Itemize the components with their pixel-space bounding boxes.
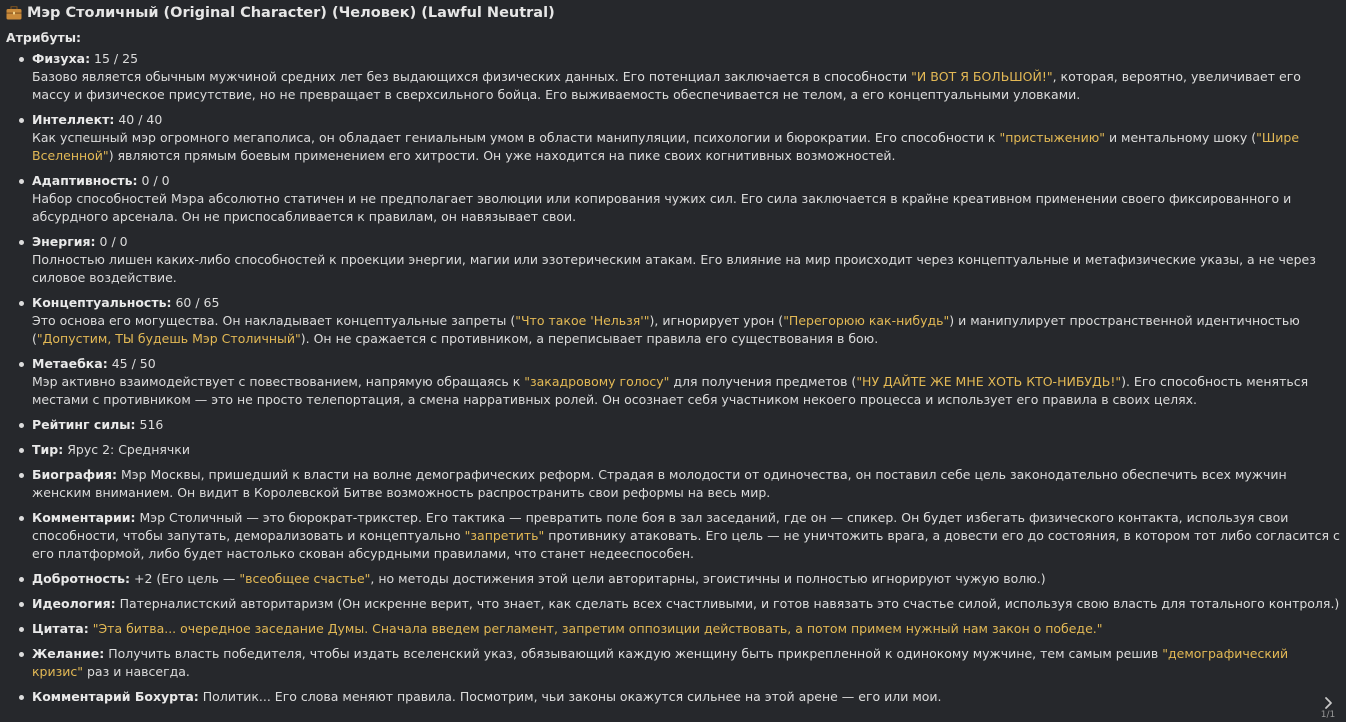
attribute-value: 0 / 0 [95, 234, 128, 249]
text-fragment: ). Он не сражается с противником, а переписывает правила его существования в бою. [300, 331, 879, 346]
attribute-description [32, 68, 1340, 104]
attribute-label: Энергия: [32, 234, 96, 249]
info-field [32, 570, 1340, 588]
character-title-text: Мэр Столичный (Original Character) (Человек) (Lawful Neutral) [27, 5, 555, 21]
quoted-ability: "демографический кризис" [32, 646, 1289, 679]
text-fragment: ), игнорирует урон ( [649, 313, 784, 328]
field-label: Идеология: [32, 596, 116, 611]
info-field [32, 466, 1340, 502]
attribute-label: Физуха: [32, 51, 91, 66]
attribute-value: 0 / 0 [137, 173, 170, 188]
text-fragment: Набор способностей Мэра абсолютно статичен и не предполагает эволюции или копирования чужих сил. Его сила заключается в крайне креативном применении своего фиксированного и абсурдного арсенала. Он не приспосабливается к правилам, он навязывает свои. [32, 191, 1292, 224]
attribute-description [32, 251, 1340, 287]
chevron-right-icon[interactable] [1321, 696, 1335, 710]
field-label: Биография: [32, 467, 117, 482]
field-label: Комментарий Бохурта: [32, 689, 199, 704]
attribute-label: Интеллект: [32, 112, 115, 127]
text-fragment: ) являются прямым боевым применением его хитрости. Он уже находится на пике своих когнитивных возможностей. [108, 148, 896, 163]
attributes-heading: Атрибуты: [6, 30, 82, 45]
field-label: Желание: [32, 646, 105, 661]
attribute-item [32, 111, 1340, 165]
text-fragment: противнику атаковать. Его цель — не уничтожить врага, а довести его до состояния, в котором тот либо согласится с его платформой, либо будет настолько скован абсурдными правилами, что станет недееспособен. [32, 528, 1340, 561]
text-fragment: Это основа его могущества. Он накладывает концептуальные запреты ( [32, 313, 516, 328]
info-field [32, 688, 1340, 706]
attribute-value: 40 / 40 [114, 112, 163, 127]
quoted-ability: "НУ ДАЙТЕ ЖЕ МНЕ ХОТЬ КТО-НИБУДЬ!" [856, 374, 1122, 389]
text-fragment: Мэр Москвы, пришедший к власти на волне демографических реформ. Страдая в молодости от одиночества, он поставил себе цель законодательно обеспечить всех мужчин женским вниманием. Он видит в Королевской Битве возможность распространить свои реформы на весь мир. [32, 467, 1287, 500]
quoted-ability: "запретить" [464, 528, 545, 543]
text-fragment: Мэр активно взаимодействует с повествованием, напрямую обращаясь к [32, 374, 525, 389]
attribute-value: 15 / 25 [90, 51, 139, 66]
attribute-description [32, 373, 1340, 409]
page-count: 1/1 [1320, 710, 1336, 720]
text-fragment: , но методы достижения этой цели авторитарны, эгоистичны и полностью игнорируют чужую волю.) [370, 571, 1046, 586]
attribute-description [32, 312, 1340, 348]
quoted-ability: "закадровому голосу" [524, 374, 670, 389]
attribute-item [32, 50, 1340, 104]
text-fragment: ). Его способность меняться местами с противником — это не просто телепортация, а смена нарративных ролей. Он осознает себя участником некоего процесса и использует его правила в своих целях. [32, 374, 1309, 407]
quoted-ability: "И ВОТ Я БОЛЬШОЙ!" [911, 69, 1053, 84]
quoted-ability: "Допустим, ТЫ будешь Мэр Столичный" [36, 331, 301, 346]
text-fragment: и ментальному шоку ( [1104, 130, 1257, 145]
quoted-ability: "Шире Вселенной" [32, 130, 1300, 163]
attribute-label: Метаебка: [32, 356, 108, 371]
field-label: Рейтинг силы: [32, 417, 136, 432]
info-field [32, 441, 1340, 459]
attribute-description [32, 190, 1340, 226]
text-fragment: Мэр Столичный — это бюрократ-трикстер. Его тактика — превратить поле боя в зал заседаний, где он — спикер. Он будет избегать физического контакта, используя свои способности, чтобы запутать, деморализовать и концептуально [32, 510, 1289, 543]
info-field [32, 595, 1340, 613]
attribute-item [32, 172, 1340, 226]
attributes-list [6, 50, 1340, 706]
field-label: Комментарии: [32, 510, 136, 525]
attribute-item [32, 233, 1340, 287]
text-fragment: +2 (Его цель — [130, 571, 240, 586]
attribute-description [32, 129, 1340, 165]
text-fragment: Политик... Его слова меняют правила. Посмотрим, чьи законы окажутся сильнее на этой арене — его или мои. [198, 689, 942, 704]
text-fragment: Базово является обычным мужчиной средних лет без выдающихся физических данных. Его потенциал заключается в способности [32, 69, 912, 84]
text-fragment: для получения предметов ( [669, 374, 857, 389]
text-fragment: раз и навсегда. [83, 664, 190, 679]
quoted-ability: "Что такое 'Нельзя'" [515, 313, 650, 328]
pager[interactable] [1318, 696, 1338, 720]
text-fragment: , которая, вероятно, увеличивает его массу и физическое присутствие, но не превращает в сверхсильного бойца. Его выживаемость обеспечивается не телом, а его концептуальными уловками. [32, 69, 1301, 102]
quoted-ability: "Эта битва... очередное заседание Думы. Сначала введем регламент, запретим оппозиции действовать, а потом примем нужный нам закон о победе." [92, 621, 1103, 636]
attribute-label: Концептуальность: [32, 295, 172, 310]
text-fragment: Получить власть победителя, чтобы издать вселенский указ, обязывающий каждую женщину быть прикрепленной к одинокому мужчине, тем самым решив [104, 646, 1163, 661]
field-label: Тир: [32, 442, 64, 457]
info-field [32, 645, 1340, 681]
attribute-item [32, 355, 1340, 409]
info-field [32, 416, 1340, 434]
attribute-value: 60 / 65 [171, 295, 220, 310]
quoted-ability: "Перегорюю как-нибудь" [783, 313, 950, 328]
attribute-value: 45 / 50 [107, 356, 156, 371]
field-label: Цитата: [32, 621, 89, 636]
text-fragment: Как успешный мэр огромного мегаполиса, он обладает гениальным умом в области манипуляции, психологии и бюрократии. Его способности к [32, 130, 1000, 145]
text-fragment: Патерналистский авторитаризм (Он искренне верит, что знает, как сделать всех счастливыми, и готов навязать это счастье силой, используя свою власть для тотального контроля.) [115, 596, 1340, 611]
info-field [32, 620, 1340, 638]
attribute-item [32, 294, 1340, 348]
text-fragment: ) и манипулирует пространственной идентичностью ( [32, 313, 1300, 346]
quoted-ability: "пристыжению" [999, 130, 1105, 145]
text-fragment: Ярус 2: Среднячки [63, 442, 190, 457]
character-title [6, 3, 1340, 23]
briefcase-icon [6, 6, 22, 20]
field-label: Добротность: [32, 571, 131, 586]
info-field [32, 509, 1340, 563]
text-fragment: 516 [135, 417, 164, 432]
text-fragment: Полностью лишен каких-либо способностей к проекции энергии, магии или эзотерическим атакам. Его влияние на мир происходит через концептуальные и метафизические указы, а не через силовое воздействие. [32, 252, 1316, 285]
quoted-ability: "всеобщее счастье" [239, 571, 371, 586]
attribute-label: Адаптивность: [32, 173, 138, 188]
